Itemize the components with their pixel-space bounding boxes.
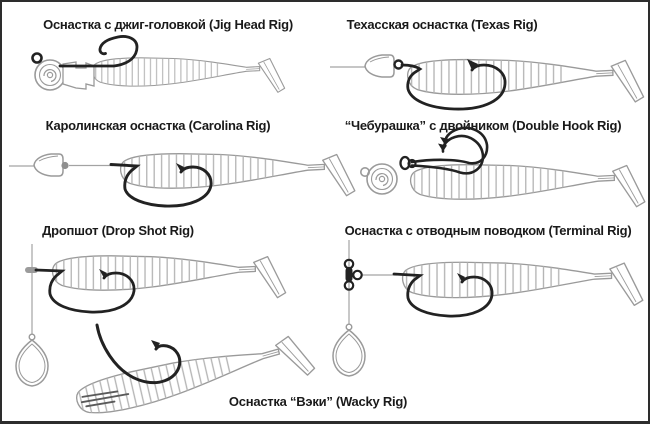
diagram-wacky-rig <box>62 317 347 424</box>
diagram-carolina-rig <box>7 142 365 217</box>
three-way-swivel <box>345 260 362 290</box>
bead <box>61 162 68 169</box>
title-terminal-rig: Оснастка с отводным поводком (Terminal Rig) <box>344 223 632 238</box>
jig-head-weight <box>35 60 94 90</box>
soft-plastic-shad <box>121 150 355 195</box>
title-wacky-rig: Оснастка “Вэки” (Wacky Rig) <box>228 394 408 409</box>
bullet-sinker <box>365 55 394 77</box>
title-jig-head-rig: Оснастка с джиг-головкой (Jig Head Rig) <box>43 17 293 32</box>
cheburashka-weight <box>361 164 397 194</box>
soft-plastic-shad <box>403 259 643 305</box>
title-carolina-rig: Каролинская оснастка (Carolina Rig) <box>45 118 271 133</box>
sinker-eye <box>29 334 35 340</box>
soft-plastic-worm <box>73 328 316 424</box>
jig-hook <box>60 36 137 66</box>
hook-point <box>440 137 449 145</box>
diagram-texas-rig <box>327 32 649 117</box>
title-double-hook-rig: “Чебурашка” с двойником (Double Hook Rig) <box>344 118 622 133</box>
sinker-eye <box>346 324 352 330</box>
title-drop-shot-rig: Дропшот (Drop Shot Rig) <box>42 223 194 238</box>
diagram-jig-head-rig <box>10 32 310 117</box>
diagram-terminal-rig <box>327 238 649 378</box>
drop-shot-weight <box>16 340 48 386</box>
soft-plastic-shad <box>53 253 286 298</box>
title-texas-rig: Техасская оснастка (Texas Rig) <box>346 17 538 32</box>
diagram-double-hook-rig <box>332 120 650 217</box>
line-tie-eye <box>33 54 42 63</box>
bullet-sinker <box>34 154 63 176</box>
soft-plastic-shad <box>408 56 644 102</box>
soft-plastic-shad <box>92 55 284 92</box>
